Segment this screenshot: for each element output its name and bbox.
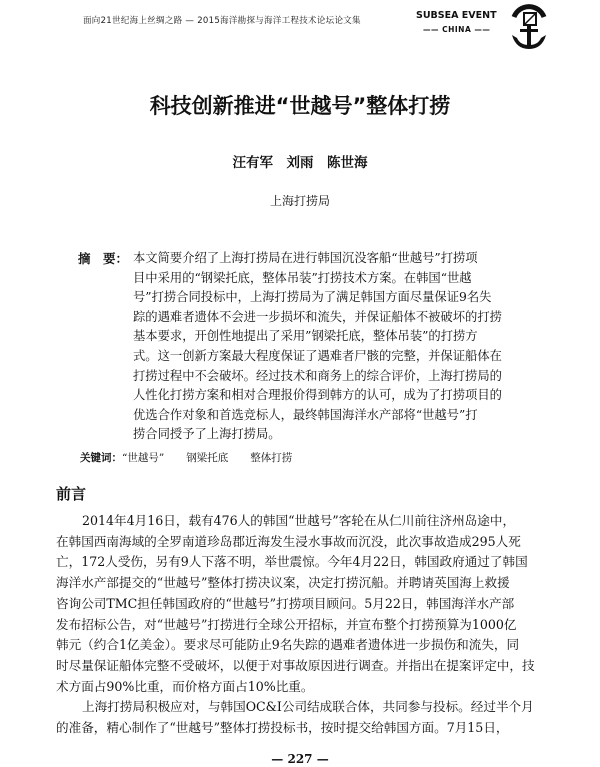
abstract-line: 捞合同授予了上海打捞局。 — [133, 427, 281, 442]
body-line: 韩元（约合1亿美金）。要求尽可能防止9名失踪的遇难者遗体进一步损伤和流失，同 — [56, 637, 520, 653]
authors: 汪有军 刘雨 陈世海 — [232, 155, 368, 171]
body-line: 海洋水产部提交的“世越号”整体打捞决议案，决定打捞沉船。并聘请英国海上救援 — [56, 575, 510, 591]
body-line: 术方面占90%比重，而价格方面占10%比重。 — [56, 678, 314, 694]
keyword: 整体打捞 — [250, 452, 293, 464]
body-line: 上海打捞局积极应对，与韩国OC&I公司结成联合体，共同参与投标。经过半个月 — [82, 699, 534, 715]
section-heading: 前言 — [56, 485, 87, 503]
logo-text: SUBSEA EVENT — [416, 10, 497, 21]
logo-subtext: —— CHINA —— — [423, 25, 491, 34]
keyword: 钢梁托底 — [186, 452, 229, 464]
abstract-label: 摘 要： — [78, 251, 129, 266]
keywords-label: 关键词： — [80, 452, 122, 464]
body-line: 在韩国西南海域的全罗南道珍岛郡近海发生浸水事故而沉没，此次事故造成295人死 — [56, 533, 521, 549]
page-number: — 227 — — [271, 752, 329, 766]
keywords — [80, 450, 314, 465]
abstract-line: 人性化打捞方案和相对合理报价得到韩方的认可，成为了打捞项目的 — [133, 388, 502, 403]
abstract-line: 优选合作对象和首选竞标人，最终韩国海洋水产部将“世越号”打 — [133, 407, 478, 422]
running-header: 面向21世纪海上丝绸之路 — 2015海洋勘探与海洋工程技术论坛论文集 — [83, 16, 361, 26]
abstract-line: 本文简要介绍了上海打捞局在进行韩国沉没客船“世越号”打捞项 — [133, 251, 478, 265]
page-title: 科技创新推进“世越号”整体打捞 — [149, 94, 451, 118]
abstract-line: 目中采用的“钢梁托底，整体吊装”打捞技术方案。在韩国“世越 — [133, 270, 472, 285]
abstract-line: 打捞过程中不会破坏。经过技术和商务上的综合评价，上海打捞局的 — [133, 368, 502, 383]
abstract-line: 号”打捞合同投标中，上海打捞局为了满足韩国方面尽量保证9名失 — [133, 290, 492, 305]
body-line: 亡，172人受伤，另有9人下落不明，举世震惊。今年4月22日，韩国政府通过了韩国 — [56, 554, 528, 570]
anchor-logo-icon — [508, 3, 550, 55]
keyword: “世越号” — [122, 452, 165, 464]
body-text — [56, 511, 548, 739]
body-line: 时尽量保证船体完整不受破坏，以便于对事故原因进行调查。并指出在提案评定中，技 — [56, 657, 535, 673]
body-line: 2014年4月16日，载有476人的韩国“世越号”客轮在从仁川前往济州岛途中， — [82, 513, 516, 528]
abstract-line: 踪的遇难者遗体不会进一步损坏和流失，并保证船体不被破坏的打捞 — [133, 309, 502, 324]
body-line: 发布招标公告，对“世越号”打捞进行全球公开招标，并宣布整个打捞预算为1000亿 — [56, 616, 517, 632]
affiliation: 上海打捞局 — [269, 194, 330, 208]
body-line: 的准备，精心制作了“世越号”整体打捞投标书，按时提交给韩国方面。7月15日， — [56, 720, 509, 736]
body-line: 咨询公司TMC担任韩国政府的“世越号”打捞项目顾问。5月22日，韩国海洋水产部 — [56, 595, 515, 611]
abstract-line: 式。这一创新方案最大程度保证了遇难者尸骸的完整，并保证船体在 — [133, 348, 502, 363]
abstract-body — [133, 249, 533, 445]
abstract-line: 基本要求，开创性地提出了采用”钢梁托底，整体吊装”的打捞方 — [133, 329, 478, 344]
